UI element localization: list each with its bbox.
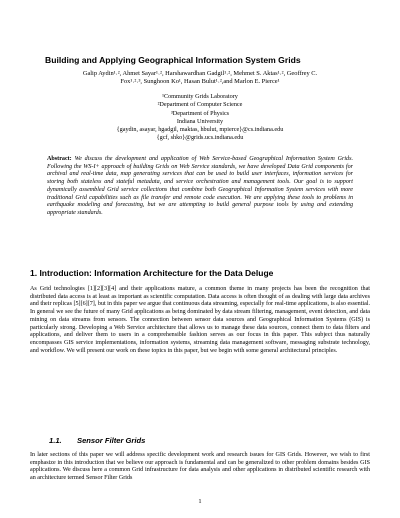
affiliation-line: ¹Community Grids Laboratory [162,93,238,100]
author-list [30,70,370,85]
affiliation-line: Indiana University [176,117,224,125]
paper-title: Building and Applying Geographical Information System Grids [45,55,301,65]
author-line: Fox¹˒²˒³, Sunghoon Ko¹, Hasan Bulut¹˒²,and Marlon E. Pierce¹ [120,77,280,85]
email-line: {gaydin, asayar, hgadgil, maktas, hbulut, mpierce}@cs.indiana.edu [116,126,284,134]
affiliation-line: ³Department of Physics [170,109,230,117]
affiliations [30,93,370,143]
affiliation-line: ²Department of Computer Science [157,101,243,109]
section-heading: 1. Introduction: Information Architecture for the Data Deluge [30,268,274,278]
body-paragraph: In later sections of this paper we will address specific development work and research issues for GIS Grids. However, we wish to first emphasize in this introduction that we believe our approach is fundamental and can be generalized to other problem domains besides GIS applications. We discuss here a common Grid infrastructure for data analysis and other applications in distributed scientific research with an architecture termed Sensor Filter Grids [30,452,370,482]
email-line: {gcf, shko}@grids.ucs.indiana.edu [156,134,244,142]
page-number: 1 [198,498,202,505]
subsection-number: 1.1. [49,436,62,445]
subsection-heading [49,436,349,445]
subsection-title: Sensor Filter Grids [77,436,146,445]
abstract-label: Abstract: [47,156,72,162]
author-line: Galip Aydin¹˒², Ahmet Sayar¹˒², Harshawardhan Gadgil¹˒², Mehmet S. Aktas¹˒², Geoffrey C. [82,70,318,77]
abstract [47,156,353,218]
abstract-text: We discuss the development and application of Web Service-based Geographical Information System Grids. Following the WS-I+ approach of building Grids on Web Service standards, we have developed Data Grid components for archival and real-time data, map generating services that can be used to build user interfaces, information services for storing both stateless and stateful metadata, and service orchestration and management tools. Our goal is to support dynamically assembled Grid service collections that combine both Geographical Information System services with more traditional Grid capabilities such as file transfer and remote code execution. We are applying these tools to problems in earthquake modeling and forecasting, but we are attempting to build general purpose tools by using and extending appropriate standards. [47,156,353,216]
body-paragraph: As Grid technologies [1][2][3][4] and their applications mature, a common theme in many projects has been the recognition that distributed data access is at least as important as scientific computation. Data access is often thought of as dealing with large data archives and their replicas [5][6][7], but in this paper we argue that continuous data streaming, especially for real-time applications, is also essential. In general we see the future of many Grid applications as being dominated by data stream filtering, management, event detection, and data mining on data streams from sensors. The connection between sensor data sources and Geographical Information Systems (GIS) is particularly strong. Developing a Web Service architecture that allows us to manage these data sources, connect them to data filters and applications, and deliver them to users in a comprehensible fashion serves as our focus in this paper. This subject thus naturally encompasses GIS service implementations, information systems, streaming data management software, messaging substrate technology, and workflow. We will present our work on these topics in this paper, but we begin with some general architectural principles. [30,286,371,354]
